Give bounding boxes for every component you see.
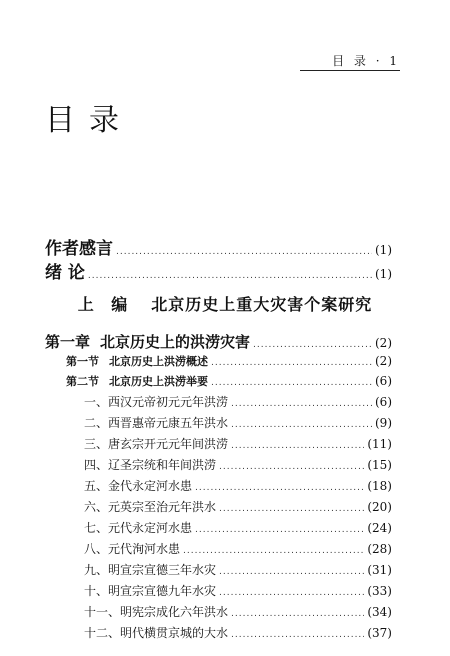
leader-dots [231, 441, 364, 451]
toc-entry-page: (2) [375, 336, 392, 350]
toc-entry-label: 九、明宣宗宣德三年水灾 [84, 563, 217, 577]
toc-entry-page: (34) [367, 605, 392, 619]
part-title: 北京历史上重大灾害个案研究 [151, 295, 373, 314]
leader-dots [219, 588, 364, 598]
toc-entry-label: 四、辽圣宗统和年间洪涝 [84, 458, 217, 472]
toc-entry-page: (24) [367, 521, 392, 535]
toc-entry-page: (33) [367, 584, 392, 598]
toc-entry-page: (1) [375, 267, 392, 281]
leader-dots [231, 609, 364, 619]
toc-entry-item[interactable] [0, 456, 450, 473]
toc-entry-label: 八、元代洵河水患 [84, 542, 181, 556]
leader-dots [88, 271, 372, 281]
toc-entry-item[interactable] [0, 561, 450, 578]
toc-entry-item[interactable] [0, 435, 450, 452]
toc-entry-label: 一、西汉元帝初元元年洪涝 [84, 395, 229, 409]
toc-entry-section[interactable] [0, 373, 450, 389]
leader-dots [211, 378, 372, 388]
section-number: 第二节 [66, 375, 99, 388]
leader-dots [195, 483, 364, 493]
toc-entry-page: (1) [375, 243, 392, 257]
toc-entry-item[interactable] [0, 477, 450, 494]
toc-entry-label: 十一、明宪宗成化六年洪水 [84, 605, 229, 619]
leader-dots [231, 399, 372, 409]
page-title: 目录 [45, 103, 133, 138]
toc-entry-page: (37) [367, 626, 392, 640]
toc-entry-section[interactable] [0, 353, 450, 369]
toc-entry-page: (6) [375, 395, 392, 409]
part-number: 上 编 [77, 295, 134, 314]
chapter-title: 北京历史上的洪涝灾害 [100, 333, 251, 351]
toc-entry-chapter[interactable] [0, 331, 450, 352]
part-heading[interactable] [0, 292, 450, 315]
toc-entry-label: 三、唐玄宗开元元年间洪涝 [84, 437, 229, 451]
chapter-number: 第一章 [45, 333, 91, 351]
toc-entry-label: 十、明宣宗宣德九年水灾 [84, 584, 217, 598]
section-number: 第一节 [66, 355, 99, 368]
toc-entry-item[interactable] [0, 582, 450, 599]
leader-dots [219, 567, 364, 577]
toc-entry-label: 绪 论 [45, 263, 85, 283]
toc-entry-page: (18) [367, 479, 392, 493]
toc-entry-item[interactable] [0, 414, 450, 431]
leader-dots [231, 420, 372, 430]
leader-dots [231, 630, 364, 640]
toc-entry-label: 五、金代永定河水患 [84, 479, 193, 493]
toc-entry-label: 十二、明代横贯京城的大水 [84, 626, 229, 640]
leader-dots [183, 546, 364, 556]
toc-entry-page: (11) [367, 437, 392, 451]
toc-entry-item[interactable] [0, 603, 450, 620]
toc-entry-page: (9) [375, 416, 392, 430]
section-title: 北京历史上洪涝概述 [109, 355, 208, 368]
running-header: 目 录 · 1 [300, 52, 400, 71]
leader-dots [116, 247, 372, 257]
toc-entry-page: (6) [375, 374, 392, 388]
leader-dots [253, 340, 372, 350]
toc-entry-item[interactable] [0, 519, 450, 536]
toc-entry-item[interactable] [0, 393, 450, 410]
leader-dots [219, 504, 364, 514]
toc-entry-page: (15) [367, 458, 392, 472]
toc-entry-page: (28) [367, 542, 392, 556]
leader-dots [195, 525, 364, 535]
toc-entry-label: 作者感言 [45, 239, 113, 259]
toc-entry-page: (31) [367, 563, 392, 577]
leader-dots [211, 358, 372, 368]
toc-entry-front[interactable] [0, 258, 450, 283]
toc-entry-label: 六、元英宗至治元年洪水 [84, 500, 217, 514]
toc-entry-item[interactable] [0, 498, 450, 515]
leader-dots [219, 462, 364, 472]
toc-entry-page: (20) [367, 500, 392, 514]
toc-entry-front[interactable] [0, 234, 450, 259]
toc-entry-label: 七、元代永定河水患 [84, 521, 193, 535]
toc-entry-item[interactable] [0, 624, 450, 641]
toc-entry-page: (2) [375, 354, 392, 368]
section-title: 北京历史上洪涝举要 [109, 375, 208, 388]
toc-entry-item[interactable] [0, 540, 450, 557]
toc-entry-label: 二、西晋惠帝元康五年洪水 [84, 416, 229, 430]
